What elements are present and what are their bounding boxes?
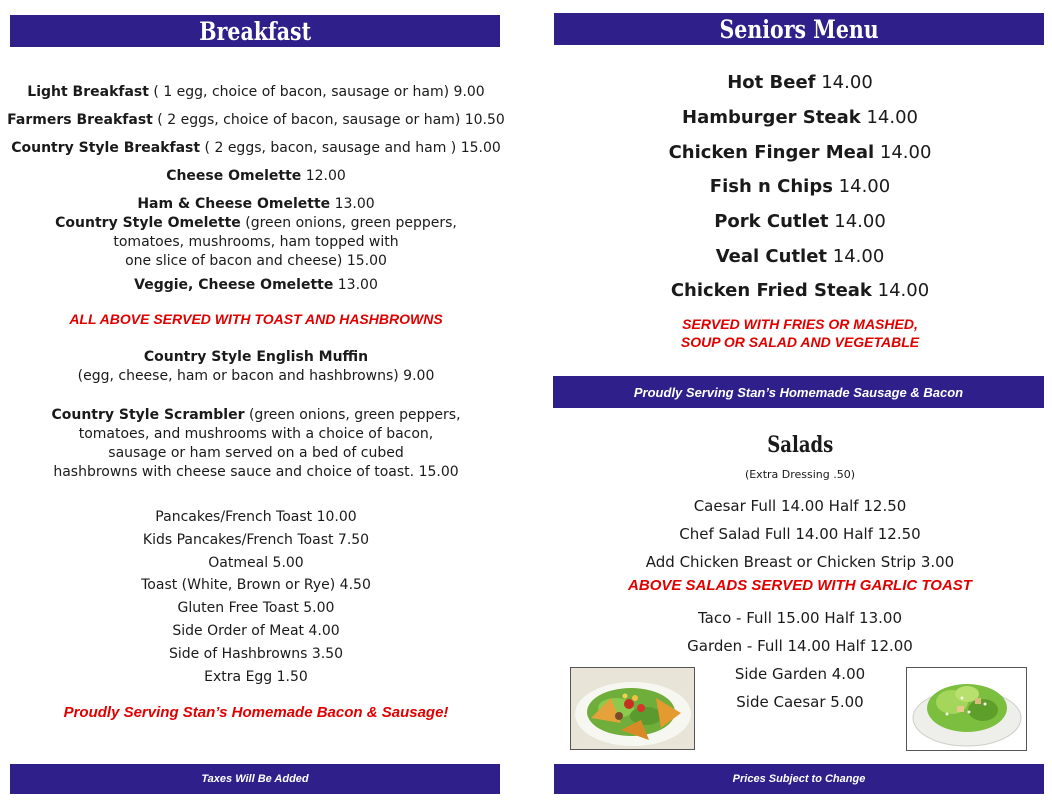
list-item: Kids Pancakes/French Toast 7.50: [142, 531, 370, 548]
served-line: SOUP OR SALAD AND VEGETABLE: [680, 334, 920, 350]
list-item: Side of Hashbrowns 3.50: [168, 645, 344, 662]
taco-salad-image: [571, 668, 694, 749]
item-desc: one slice of bacon and cheese) 15.00: [125, 253, 387, 269]
item-name: Country Style Omelette: [55, 215, 241, 231]
simple-items-list: [0, 506, 512, 688]
item-desc: tomatoes, mushrooms, ham topped with: [113, 234, 399, 250]
item-name: Hot Beef: [727, 72, 816, 93]
item-desc: ( 1 egg, choice of bacon, sausage or ham) 9.00: [148, 84, 485, 100]
breakfast-served-note: ALL ABOVE SERVED WITH TOAST AND HASHBROWNS: [69, 311, 443, 327]
caesar-salad-image: [907, 668, 1026, 750]
item-price: 14.00: [834, 211, 886, 232]
list-item: Garden - Full 14.00 Half 12.00: [687, 637, 913, 655]
item-name: Hamburger Steak: [682, 107, 861, 128]
list-item: Toast (White, Brown or Rye) 4.50: [141, 577, 371, 594]
list-item: Side Caesar 5.00: [736, 693, 864, 711]
item-price: 14.00: [866, 107, 918, 128]
item-desc: 13.00: [333, 277, 378, 293]
item-desc: tomatoes, and mushrooms with a choice of bacon,: [78, 426, 434, 442]
seniors-header: [554, 13, 1044, 45]
seniors-item: [548, 280, 1052, 302]
taxes-footer-text: Taxes Will Be Added: [201, 773, 309, 785]
list-item: Caesar Full 14.00 Half 12.50: [693, 497, 907, 515]
list-item: Add Chicken Breast or Chicken Strip 3.00: [645, 553, 955, 571]
item-price: 14.00: [838, 176, 891, 197]
breakfast-title: Breakfast: [199, 16, 311, 46]
prices-footer: [554, 764, 1044, 794]
served-line: SERVED WITH FRIES OR MASHED,: [682, 316, 918, 332]
english-muffin: [0, 348, 512, 386]
list-item: Gluten Free Toast 5.00: [177, 600, 335, 617]
item-name: Fish n Chips: [709, 176, 833, 197]
item-name: Veal Cutlet: [715, 246, 828, 267]
list-item: Chef Salad Full 14.00 Half 12.50: [679, 525, 921, 543]
seniors-item: [548, 72, 1052, 94]
item-name: Country Style English Muffin: [143, 349, 369, 365]
seniors-item: [548, 142, 1052, 164]
item-name: Chicken Fried Steak: [670, 280, 872, 301]
salads-heading: [548, 432, 1052, 458]
item-name: Country Style Breakfast: [11, 140, 201, 156]
seniors-item: [548, 246, 1052, 268]
list-item: Side Garden 4.00: [734, 665, 866, 683]
breakfast-item: [0, 139, 512, 158]
seniors-item: [548, 176, 1052, 198]
breakfast-proud-note: Proudly Serving Stan’s Homemade Bacon & Sausage!: [63, 704, 449, 721]
item-desc: hashbrowns with cheese sauce and choice of toast. 15.00: [53, 464, 459, 480]
list-item: Oatmeal 5.00: [208, 554, 304, 571]
item-desc: sausage or ham served on a bed of cubed: [108, 445, 404, 461]
item-desc: ( 2 eggs, choice of bacon, sausage or ham) 10.50: [152, 112, 505, 128]
seniors-item: [548, 107, 1052, 129]
breakfast-header: [10, 15, 500, 47]
item-desc: (egg, cheese, ham or bacon and hashbrowns) 9.00: [77, 368, 435, 384]
item-desc: (green onions, green peppers,: [240, 215, 457, 231]
dressing-note: (Extra Dressing .50): [744, 468, 856, 481]
list-item: Taco - Full 15.00 Half 13.00: [697, 609, 902, 627]
veggie-omelette: [0, 276, 512, 295]
item-name: Light Breakfast: [27, 84, 149, 100]
homemade-bar: [553, 376, 1044, 408]
taco-salad-photo: [570, 667, 695, 750]
scrambler: [0, 406, 512, 482]
breakfast-item: [0, 167, 512, 186]
homemade-bar-text: Proudly Serving Stan’s Homemade Sausage & Bacon: [633, 384, 964, 400]
caesar-salad-photo: [906, 667, 1027, 751]
salads-list: [548, 492, 1052, 576]
breakfast-item: [0, 83, 512, 102]
seniors-item: [548, 211, 1052, 233]
seniors-title: Seniors Menu: [719, 14, 879, 44]
item-desc: 12.00: [301, 168, 346, 184]
item-price: 14.00: [821, 72, 873, 93]
item-price: 14.00: [879, 142, 932, 163]
taxes-footer: [10, 764, 500, 794]
item-name: Farmers Breakfast: [7, 112, 153, 128]
item-desc: 13.00: [330, 196, 375, 212]
breakfast-item: [0, 111, 512, 130]
item-desc: (green onions, green peppers,: [244, 407, 461, 423]
salads-title: Salads: [766, 432, 834, 458]
prices-footer-text: Prices Subject to Change: [732, 773, 866, 785]
list-item: Side Order of Meat 4.00: [172, 622, 340, 639]
item-price: 14.00: [832, 246, 885, 267]
item-name: Cheese Omelette: [166, 168, 302, 184]
garlic-toast-note: ABOVE SALADS SERVED WITH GARLIC TOAST: [628, 577, 972, 594]
item-name: Ham & Cheese Omelette: [137, 196, 331, 212]
item-price: 14.00: [877, 280, 930, 301]
item-name: Country Style Scrambler: [51, 407, 245, 423]
country-omelette: [0, 214, 512, 271]
list-item: Pancakes/French Toast 10.00: [155, 509, 357, 525]
list-item: Extra Egg 1.50: [204, 668, 308, 685]
item-name: Chicken Finger Meal: [668, 142, 875, 163]
item-desc: ( 2 eggs, bacon, sausage and ham ) 15.00: [200, 140, 501, 156]
item-name: Veggie, Cheese Omelette: [134, 277, 334, 293]
item-name: Pork Cutlet: [714, 211, 829, 232]
breakfast-item: [0, 195, 512, 214]
seniors-served-note: [548, 315, 1052, 351]
